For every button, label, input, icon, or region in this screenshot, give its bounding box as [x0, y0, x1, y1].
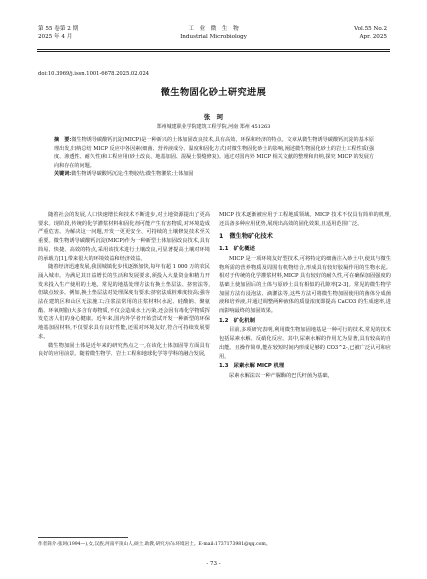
journal-header	[0, 26, 427, 48]
issue-date: 2025 年 4 月	[38, 33, 73, 40]
journal-title-en: Industrial Microbiology	[180, 33, 247, 40]
left-column	[38, 211, 210, 359]
doi: doi:10.3969/j.issn.1001-6678.2025.02.024	[38, 71, 150, 77]
paragraph: 尿素水解法以一种产脲酶的巴氏杆菌为基础,	[229, 372, 330, 379]
paragraph: 随着社会的发展,人口快速增长和技术不断进步,对土地资源提出了更高要求。现阶段,传统的化学灌浆材料和固化剂可能产生有害物质,对环境造成严重危害。为解决这一问题,开发一更更安全、可持续的土壤修复技术至关重要。微生物诱导碳酸钙沉淀(MICP)作为一种新型土体加固改良技术,具有简易、快捷、高效的特点,采用该技术进行土壤改良,可显著提高土壤对环境的承载力[1],带来很大的环境效益和经济效益。	[38, 212, 210, 262]
subsection-heading: 1.2 矿化机制	[219, 317, 255, 324]
author: 张 珂	[203, 113, 224, 121]
footnote-rule	[38, 537, 128, 538]
paragraph: MICP 是一项环境友好型技术,可将特定的细菌注入砂土中,使其与微生物所需的营养物质及周围有机物结合,形成具有较好胶凝作用的生物水泥。相对于传统的化学灌浆材料,MICP 具有较好的耐久性,可在确保加固强度的基础上使加固后的土体与原砂土具有相似的孔隙率[2-3]。常见的微生物学加固方法有浸泡法、滴灌法等,这些方法可将微生物加固使用的菌体分成菌液和培养液,并通过调整两种液体的质量浓度即提高 CaCO3 的生成速率,进而影响最终的加固效果。	[219, 255, 391, 315]
journal-title-cn: 工 业 微 生 物	[188, 26, 239, 32]
abstract-block	[54, 136, 374, 179]
paragraph: MICP 技术逐渐被应用于工程地质领域。MICP 技术不仅具有简单的机理,还具备多种应用优势,展现出高效的固化效果,且适用范围广泛。	[219, 212, 391, 227]
volume-issue: 第 55 卷第 2 期	[38, 26, 79, 32]
keywords-text: 微生物诱导碳酸钙沉淀;生物胶结;微生物灌浆;土体加固	[71, 171, 194, 178]
paragraph: 目前,多项研究表明,利用微生物加固地基是一种可行的技术,常见的技术包括尿素水解、反硝化反应。其中,尿素水解的作用尤为显著,具有较高的自出能。且操作简单,能在较短时间内形成足够的 CO3^2-,已被广泛认可和应用。	[219, 327, 391, 360]
abstract-label: 摘 要:	[54, 137, 72, 143]
keywords	[54, 170, 374, 179]
header-rule-thin	[37, 51, 390, 52]
header-rule	[37, 49, 390, 50]
affiliation: 郑州城建职业学院建筑工程学院,河南 郑州 451263	[156, 124, 271, 130]
issue-info-en	[354, 26, 387, 41]
subsection-heading: 1.1 矿化概述	[219, 246, 255, 253]
issue-date-en: Apr. 2025	[359, 33, 387, 40]
section-heading: 1 微生物矿化技术	[219, 233, 273, 241]
subsection-heading: 1.3 尿素水解 MICP 机理	[219, 363, 285, 370]
volume-issue-en: Vol.55 No.2	[354, 26, 387, 32]
page-number: - 73 -	[206, 561, 221, 567]
keywords-label: 关键词:	[54, 171, 72, 178]
paragraph: 微生物加固土体是近年来的研究热点之一,在该化土体加固等方面具有良好的应用前景。随着微生物学、岩土工程和地球化学等学科的融合发展,	[38, 342, 210, 358]
author-footnote: 作者简介:张珂(1994—),女,汉族,河南平顶山人,硕士,助教,研究方向:环境岩土。E-mail:1737173981@qq.com。	[38, 542, 271, 547]
paragraph: 随着经济迅速发展,我国城镇化步伐逐渐加快,每年有超 1 000 万的农民涌入城市。为满足其日益增长的生活和发展要求,须投入大量资金和精力开发未投入生产使用的土地。常见的地基处理方法有换土垫层法、挤密法等,但缺点较多。例如,换土垫层法对处理深度有要求;挤密法成桩难度较高;强夯法在建筑区和山区无法施工;注浆法常用的注浆材料(水泥、硅酸钠、聚氨酯、环氧树脂)大多含有毒物质,不仅会造成水土污染,还会因有毒化学物质挥发危害人们的身心健康。近年来,国内外学者开始尝试开发一种新型的环保地基加固材料,不仅要求具有良好性能,还需对环境友好,符合可持续发展要求。	[38, 264, 210, 340]
abstract	[54, 136, 374, 170]
abstract-text: 微生物诱导碳酸钙沉淀(MICP)是一种新兴的土体加固改良技术,具有高效、环保和经济的特点。文章从微生物诱导碳酸钙沉淀的基本原理出发,归纳总结 MICP 反应中各因素(细菌、营养液成分、温度和固化方式)对微生物固化砂土的影响,阐述微生物固化砂土的岩土工程性质(强度、渗透性、耐久性)和工程应用(砂土改良、地基加固、混凝土裂缝修复)。通过对国内外 MICP 相关文献的整理和归纳,探究 MICP 的发展方向和存在的问题。	[54, 137, 374, 169]
right-column	[219, 211, 391, 381]
article-title: 微生物固化砂土研究进展	[160, 87, 267, 98]
